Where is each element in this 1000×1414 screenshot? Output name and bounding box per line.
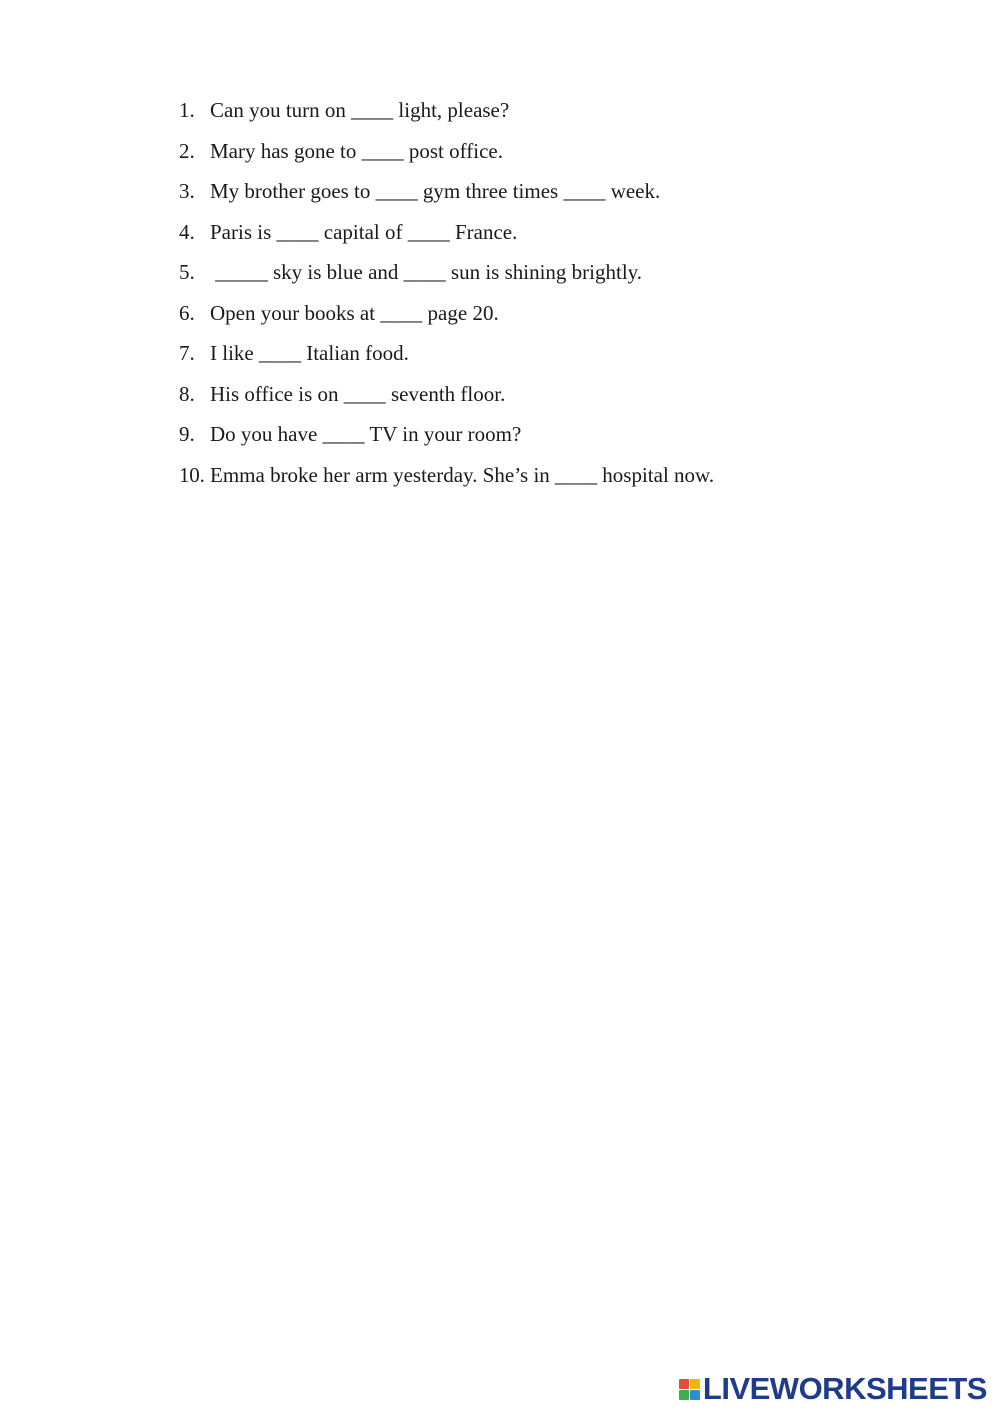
item-text: His office is on ____ seventh floor. bbox=[210, 381, 506, 406]
item-text: Paris is ____ capital of ____ France. bbox=[210, 219, 518, 244]
logo-tile bbox=[690, 1390, 700, 1400]
logo-tile bbox=[679, 1379, 689, 1389]
item-text: Open your books at ____ page 20. bbox=[210, 300, 499, 325]
item-number: 6. bbox=[179, 300, 195, 325]
item-number: 7. bbox=[179, 341, 195, 365]
exercise-item bbox=[179, 93, 714, 134]
exercise-item bbox=[179, 417, 714, 458]
logo-tile bbox=[679, 1390, 689, 1400]
item-text: _____ sky is blue and ____ sun is shining brightly. bbox=[210, 260, 643, 284]
item-number: 5. bbox=[179, 260, 195, 284]
liveworksheets-logo-icon bbox=[679, 1379, 700, 1400]
liveworksheets-brand[interactable] bbox=[679, 1372, 987, 1406]
item-text: I like ____ Italian food. bbox=[210, 341, 409, 365]
item-number: 9. bbox=[179, 422, 195, 446]
item-number: 3. bbox=[179, 179, 195, 203]
item-text: Do you have ____ TV in your room? bbox=[210, 422, 522, 446]
exercise-list bbox=[179, 93, 714, 498]
exercise-item bbox=[179, 134, 714, 175]
item-number: 8. bbox=[179, 381, 195, 406]
item-text: Emma broke her arm yesterday. She’s in ____ hospital now. bbox=[210, 462, 715, 487]
exercise-item bbox=[179, 377, 714, 418]
item-text: Mary has gone to ____ post office. bbox=[210, 138, 503, 163]
item-number: 4. bbox=[179, 219, 195, 244]
logo-tile bbox=[690, 1379, 700, 1389]
item-text: Can you turn on ____ light, please? bbox=[210, 98, 510, 122]
item-number: 1. bbox=[179, 98, 195, 122]
exercise-item bbox=[179, 336, 714, 377]
exercise-item bbox=[179, 255, 714, 296]
item-number: 2. bbox=[179, 138, 195, 163]
item-text: My brother goes to ____ gym three times ____ week. bbox=[210, 179, 661, 203]
exercise-item bbox=[179, 458, 714, 499]
brand-name: LIVEWORKSHEETS bbox=[702, 1371, 987, 1406]
exercise-item bbox=[179, 215, 714, 256]
item-number: 10. bbox=[179, 462, 205, 487]
exercise-item bbox=[179, 174, 714, 215]
exercise-item bbox=[179, 296, 714, 337]
